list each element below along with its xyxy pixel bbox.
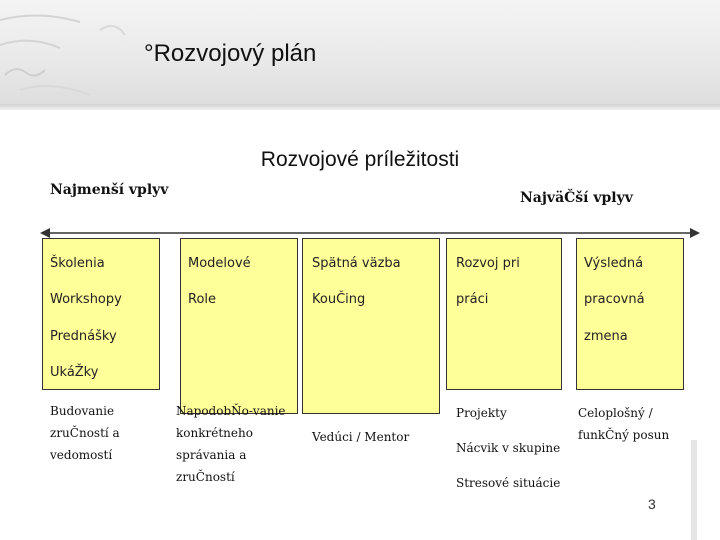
outcome-text: Celoplošný / funkČný posun bbox=[578, 406, 670, 442]
column-work-change-item: zmena bbox=[584, 329, 628, 344]
column-on-job-item: Rozvoj pri bbox=[456, 256, 520, 271]
slide-header bbox=[0, 0, 720, 110]
column-work-change-item: Výsledná bbox=[584, 256, 644, 271]
outcome-text: Vedúci / Mentor bbox=[312, 430, 410, 444]
most-impact-label: NajväČší vplyv bbox=[520, 190, 633, 206]
header-decoration bbox=[0, 0, 720, 110]
least-impact-label: Najmenší vplyv bbox=[50, 182, 169, 198]
column-training-item: UkáŽky bbox=[50, 365, 99, 380]
column-training-item: Prednášky bbox=[50, 329, 117, 344]
column-work-change-item: pracovná bbox=[584, 292, 645, 307]
column-feedback-item: Spätná väzba bbox=[312, 256, 401, 271]
column-training-item: Workshopy bbox=[50, 292, 122, 307]
footer-decoration bbox=[690, 440, 710, 540]
column-role-models-item: Role bbox=[188, 292, 217, 307]
column-on-job-item: práci bbox=[456, 292, 489, 307]
column-feedback-item: KouČing bbox=[312, 292, 366, 307]
column-role-models-item: Modelové bbox=[188, 256, 251, 271]
page-number: 3 bbox=[648, 496, 656, 512]
outcome-text: Budovanie zruČností a vedomostí bbox=[50, 404, 120, 462]
slide-title: °Rozvojový plán bbox=[144, 40, 317, 67]
slide-subtitle: Rozvojové príležitosti bbox=[260, 148, 460, 171]
outcome-text: Projekty Nácvik v skupine Stresové situácie bbox=[456, 406, 561, 490]
outcome-text: NapodobŇo-vanie konkrétneho správania a zruČností bbox=[176, 404, 286, 484]
header-band bbox=[0, 104, 720, 110]
column-training-item: Školenia bbox=[50, 256, 105, 271]
